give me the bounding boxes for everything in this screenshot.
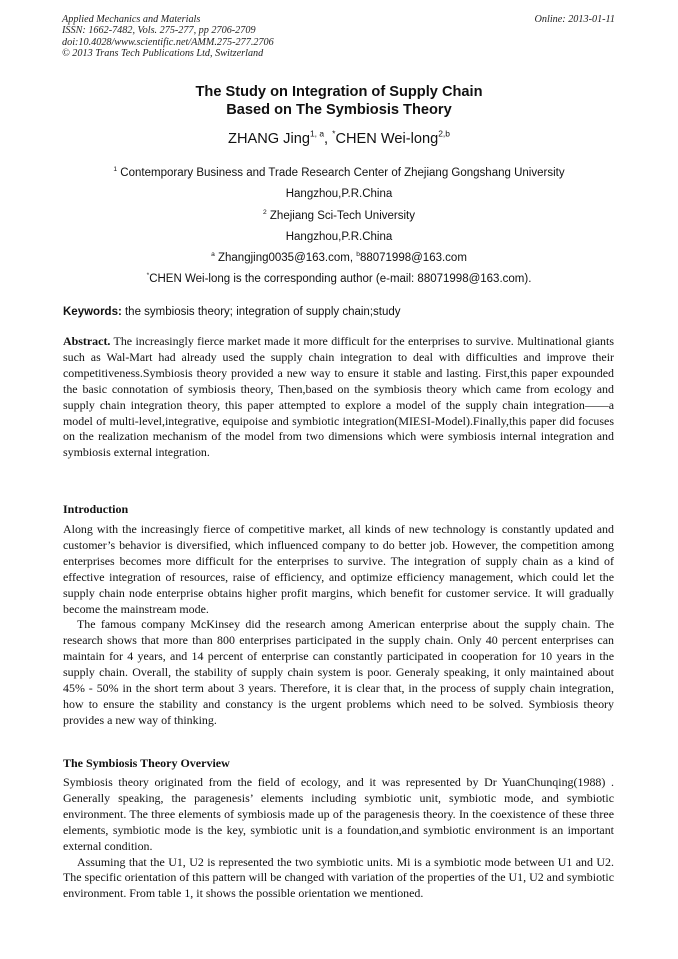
abstract-paragraph (63, 334, 614, 461)
email-b: 88071998@163.com (359, 252, 467, 265)
symbiosis-section (63, 775, 614, 902)
section-heading-symbiosis: The Symbiosis Theory Overview (63, 756, 230, 770)
affiliation-2-marker: 2 (263, 208, 267, 216)
abstract-label: Abstract. (63, 334, 111, 348)
keywords (63, 305, 401, 320)
journal-meta (62, 14, 274, 60)
affiliation-2-text: Zhejiang Sci-Tech University (266, 209, 415, 222)
affiliation-1-city: Hangzhou,P.R.China (285, 188, 393, 201)
author-2: CHEN Wei-long (335, 131, 439, 147)
doi-line: doi:10.4028/www.scientific.net/AMM.275-277.2706 (62, 36, 274, 48)
author-1-marker: 1, a (309, 128, 325, 139)
affiliation-2 (0, 206, 678, 227)
online-date: Online: 2013-01-11 (534, 14, 615, 25)
affiliation-2-city: Hangzhou,P.R.China (285, 230, 393, 243)
affiliation-1-text: Contemporary Business and Trade Research Center of Zhejiang Gongshang University (117, 167, 565, 179)
author-separator: , (324, 131, 333, 147)
keywords-label: Keywords: (63, 306, 122, 318)
email-line (0, 248, 678, 269)
affiliation-1-marker: 1 (113, 166, 118, 173)
symbiosis-paragraph-2: Assuming that the U1, U2 is represented the two symbiotic units. Mi is a symbiotic mode between U1 and U2. The specific orientation of this pattern will be changed with variation of the properties of the U1, U2 and symbiotic environment. From table 1, it shows the possible orientation we mentioned. (63, 854, 614, 901)
email-b-marker: b (356, 251, 360, 259)
symbiosis-paragraph-1: Symbiosis theory originated from the field of ecology, and it was represented by Dr YuanChunqing(1988) . Generally speaking, the paragenesis’ elements including symbiotic unit, symbiotic mode, and symbiotic environment. The three elements of symbiosis made up of the paragenesis theory. In the coexistence of these three elements, symbiotic mode is the key, symbiotic unit is a foundation,and symbiotic environment is an important external condition. (63, 775, 614, 853)
abstract (63, 334, 614, 461)
keywords-text: the symbiosis theory; integration of supply chain;study (121, 306, 401, 318)
corresponding-marker: * (332, 128, 336, 139)
affiliation-1 (0, 163, 678, 184)
abstract-text: The increasingly fierce market made it more difficult for the enterprises to survive. Multinational giants such as Wal-Mart had already used the supply chain integration to deal with difficulties and improve their competitiveness.Symbiosis theory provided a new way to ensure it stable and lasting. First,this paper expounded the basic connotation of symbiosis theory, Then,based on the symbiosis theory which came from ecology and supply chain integration theory, this paper attempted to explore a model of the supply chain integration——a model of multi-level,integrative, equipoise and symbiotic integration(MIESI-Model).Finally,this paper did focuses on the realization mechanism of the model from two dimensions which were symbiosis internal integration and symbiosis external integration. (63, 334, 614, 460)
email-a: Zhangjing0035@163.com, (214, 252, 357, 265)
affiliations (0, 163, 678, 291)
email-a-marker: a (211, 251, 215, 259)
introduction-section (63, 522, 614, 729)
title-line-2: Based on The Symbiosis Theory (226, 102, 452, 118)
author-1: ZHANG Jing (228, 131, 310, 147)
copyright-line: © 2013 Trans Tech Publications Ltd, Switzerland (62, 48, 264, 60)
section-heading-introduction: Introduction (63, 502, 129, 516)
introduction-paragraph-2: The famous company McKinsey did the research among American enterprise about the supply chain. The research shows that more than 800 enterprises participated in the supply chain. Only 40 percent enterprises can maintain for 4 years, and 14 percent of enterprise can constantly participated in cooperation for 10 years in the supply chain. Overall, the stability of supply chain system is poor. Generaly speaking, it only maintained about 45% - 50% in the short term about 3 years. Therefore, it is clear that, in the process of supply chain integration, how to ensure the stability and constancy is the urgent problems which need to be solved. Symbiosis theory provides a new way of thinking. (63, 617, 614, 727)
author-2-marker: 2,b (438, 128, 450, 139)
corresponding-note-marker: * (146, 272, 150, 280)
issn-line: ISSN: 1662-7482, Vols. 275-277, pp 2706-2709 (62, 25, 256, 37)
author-line (0, 130, 678, 148)
paper-title (0, 83, 678, 119)
journal-name: Applied Mechanics and Materials (62, 14, 201, 25)
title-line-1: The Study on Integration of Supply Chain (195, 84, 483, 100)
corresponding-note-text: CHEN Wei-long is the corresponding author (e-mail: 88071998@163.com). (149, 273, 532, 286)
introduction-paragraph-1: Along with the increasingly fierce of competitive market, all kinds of new technology is constantly updated and customer’s behavior is diversified, which influenced company to do better job. However, the competition among enterprises becomes more difficult for the enterprises to survive. The integration of supply chain as a kind of effective integration of resources, raise of efficiency, and optimize efficiency management, which could let the supply chain node enterprise obtains higher profit margins, which benefit for customer service. It will gradually become the mainstream mode. (63, 522, 614, 616)
corresponding-note (0, 269, 678, 290)
